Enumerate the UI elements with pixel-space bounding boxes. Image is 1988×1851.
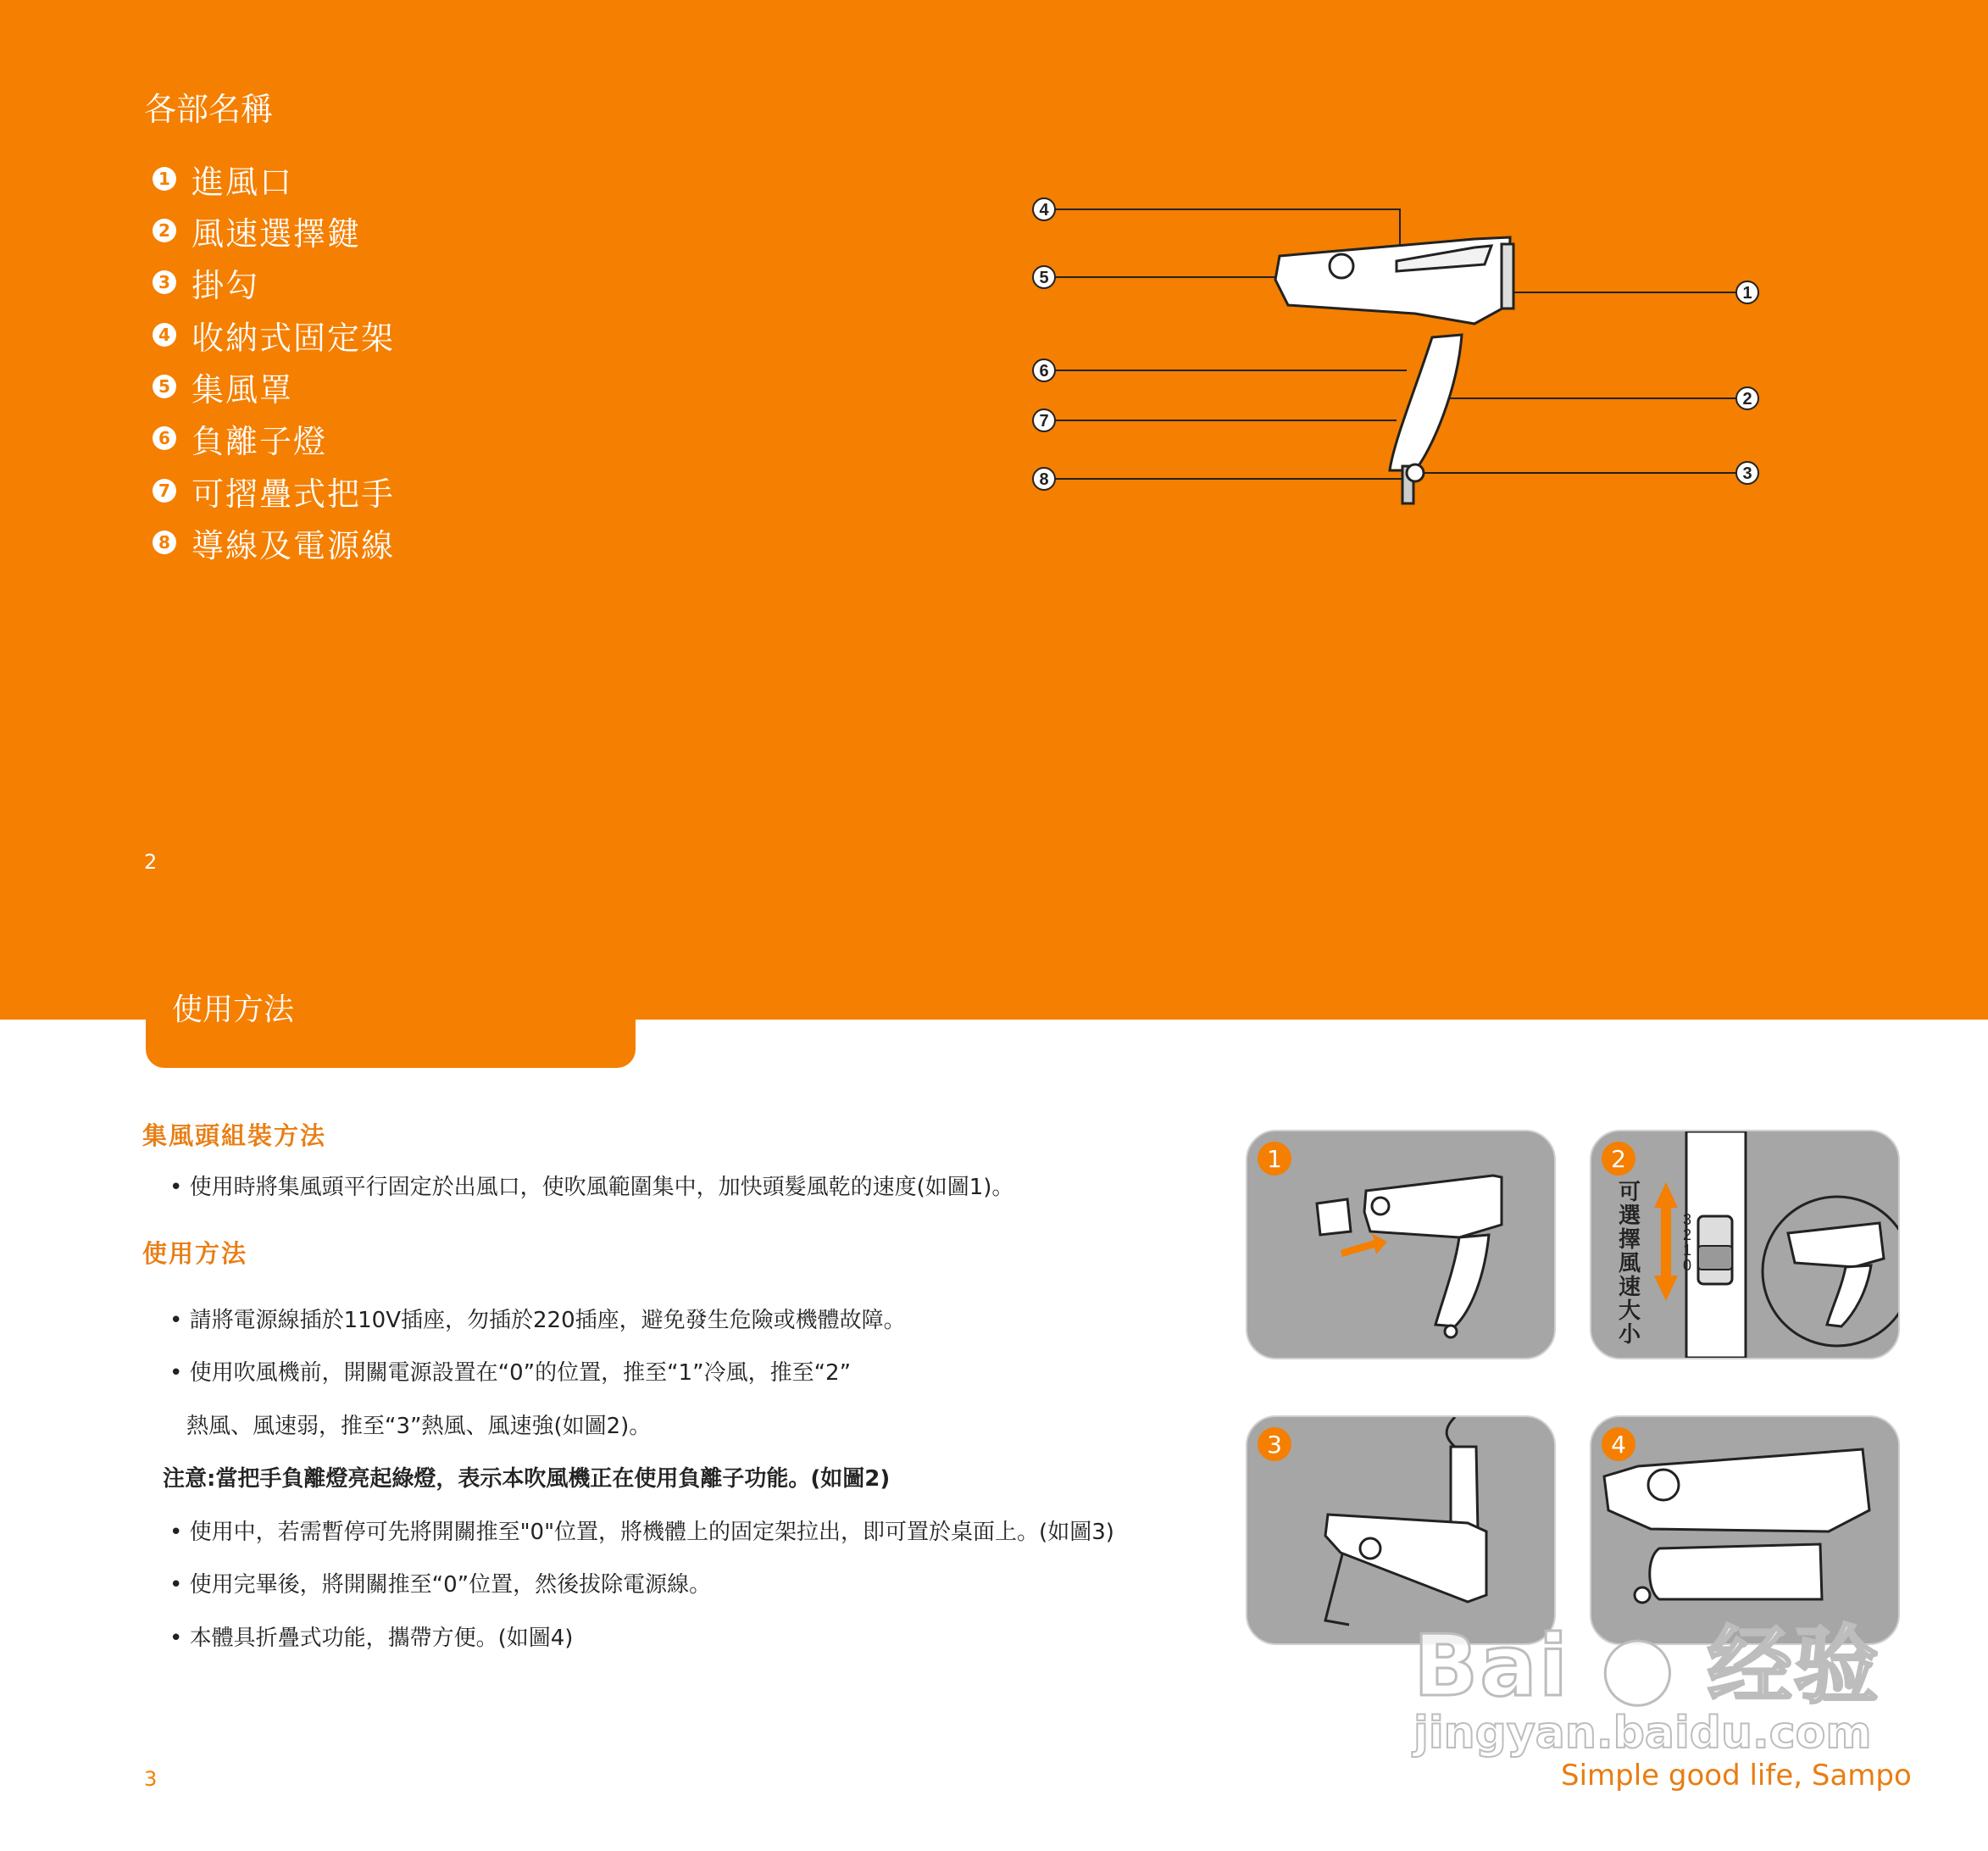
part-label: 負離子燈	[192, 422, 328, 460]
svg-text:2: 2	[1742, 390, 1752, 409]
figure-number-badge: 2	[1602, 1142, 1635, 1176]
part-item	[153, 470, 395, 512]
page-number: 3	[144, 1767, 158, 1791]
part-label: 進風口	[192, 163, 294, 201]
usage-line: • 使用中，若需暫停可先將開關推至"0"位置，將機體上的固定架拉出，即可置於桌面上。(如圖3)	[169, 1520, 1114, 1545]
callout-6-icon	[1033, 359, 1055, 381]
part-number-badge: 7	[153, 479, 176, 503]
usage-note: 注意:當把手負離燈亮起綠燈，表示本吹風機正在使用負離子功能。(如圖2)	[163, 1466, 891, 1492]
part-number-badge: 3	[153, 270, 176, 294]
usage-line: 熱風、風速弱，推至“3”熱風、風速強(如圖2)。	[186, 1414, 652, 1439]
part-number-badge: 1	[153, 167, 176, 191]
svg-text:3: 3	[1742, 464, 1752, 483]
part-label: 可摺疊式把手	[192, 475, 396, 513]
svg-text:3: 3	[1683, 1211, 1692, 1228]
part-label: 導線及電源線	[192, 526, 396, 564]
part-item	[153, 261, 259, 303]
assembly-bullet: • 使用時將集風頭平行固定於出風口，使吹風範圍集中，加快頭髮風乾的速度(如圖1)。	[169, 1175, 1014, 1200]
usage-line: • 使用完畢後，將開關推至“0”位置，然後拔除電源線。	[169, 1572, 712, 1598]
watermark-url: jingyan.baidu.com	[1413, 1708, 1872, 1759]
usage-heading: 使用方法	[142, 1239, 248, 1268]
figure-number-badge: 4	[1602, 1427, 1635, 1461]
callout-5-icon	[1033, 266, 1055, 288]
callout-8-icon	[1033, 468, 1055, 490]
svg-text:7: 7	[1039, 412, 1049, 431]
part-label: 集風罩	[192, 370, 294, 409]
paw-logo-icon: ●	[1569, 1616, 1708, 1715]
figure-1	[1246, 1130, 1556, 1359]
section-title-parts: 各部名稱	[144, 91, 274, 128]
baidu-watermark	[1413, 1598, 1880, 1784]
part-item	[153, 314, 395, 356]
part-item	[153, 365, 293, 408]
callout-1-icon	[1736, 281, 1758, 303]
page-number: 2	[144, 850, 158, 874]
dryer-attach-nozzle-illustration	[1247, 1131, 1554, 1358]
svg-text:5: 5	[1039, 269, 1049, 287]
part-number-badge: 4	[153, 323, 176, 347]
part-number-badge: 6	[153, 426, 176, 450]
svg-text:0: 0	[1683, 1257, 1692, 1274]
svg-text:1: 1	[1742, 284, 1752, 303]
speed-select-vertical-text: 可選擇風速大小	[1619, 1180, 1641, 1348]
figure-number-badge: 1	[1258, 1142, 1291, 1176]
callout-2-icon	[1736, 387, 1758, 409]
svg-text:4: 4	[1039, 201, 1049, 220]
section-title-usage: 使用方法	[172, 992, 295, 1027]
part-item	[153, 158, 293, 200]
arrow-right-icon	[1341, 1233, 1387, 1257]
callout-3-icon	[1736, 462, 1758, 484]
svg-text:2: 2	[1683, 1226, 1692, 1243]
figure-number-badge: 3	[1258, 1427, 1291, 1461]
part-number-badge: 5	[153, 375, 176, 398]
part-label: 風速選擇鍵	[192, 214, 362, 253]
part-number-badge: 8	[153, 531, 176, 554]
watermark-brand: Bai ● 经验	[1413, 1616, 1880, 1715]
callout-7-icon	[1033, 409, 1055, 431]
callout-4-icon	[1033, 198, 1055, 220]
svg-text:8: 8	[1039, 470, 1049, 489]
usage-line: • 本體具折疊式功能，攜帶方便。(如圖4)	[169, 1626, 574, 1651]
usage-line: • 使用吹風機前，開關電源設置在“0”的位置，推至“1”冷風，推至“2”	[169, 1360, 852, 1386]
part-number-badge: 2	[153, 219, 176, 242]
part-item	[153, 417, 327, 459]
part-label: 掛勾	[192, 266, 260, 304]
figure-2	[1590, 1130, 1900, 1359]
svg-text:6: 6	[1039, 362, 1049, 381]
part-label: 收納式固定架	[192, 319, 396, 357]
hair-dryer-parts-diagram	[1017, 186, 1780, 542]
up-down-arrow-icon	[1654, 1182, 1678, 1301]
brand-slogan: Simple good life, Sampo	[1561, 1759, 1912, 1793]
part-item	[153, 209, 361, 252]
assembly-heading: 集風頭組裝方法	[142, 1121, 327, 1150]
usage-line: • 請將電源線插於110V插座，勿插於220插座，避免發生危險或機體故障。	[169, 1308, 906, 1333]
svg-text:1: 1	[1683, 1242, 1692, 1259]
part-item	[153, 521, 395, 564]
